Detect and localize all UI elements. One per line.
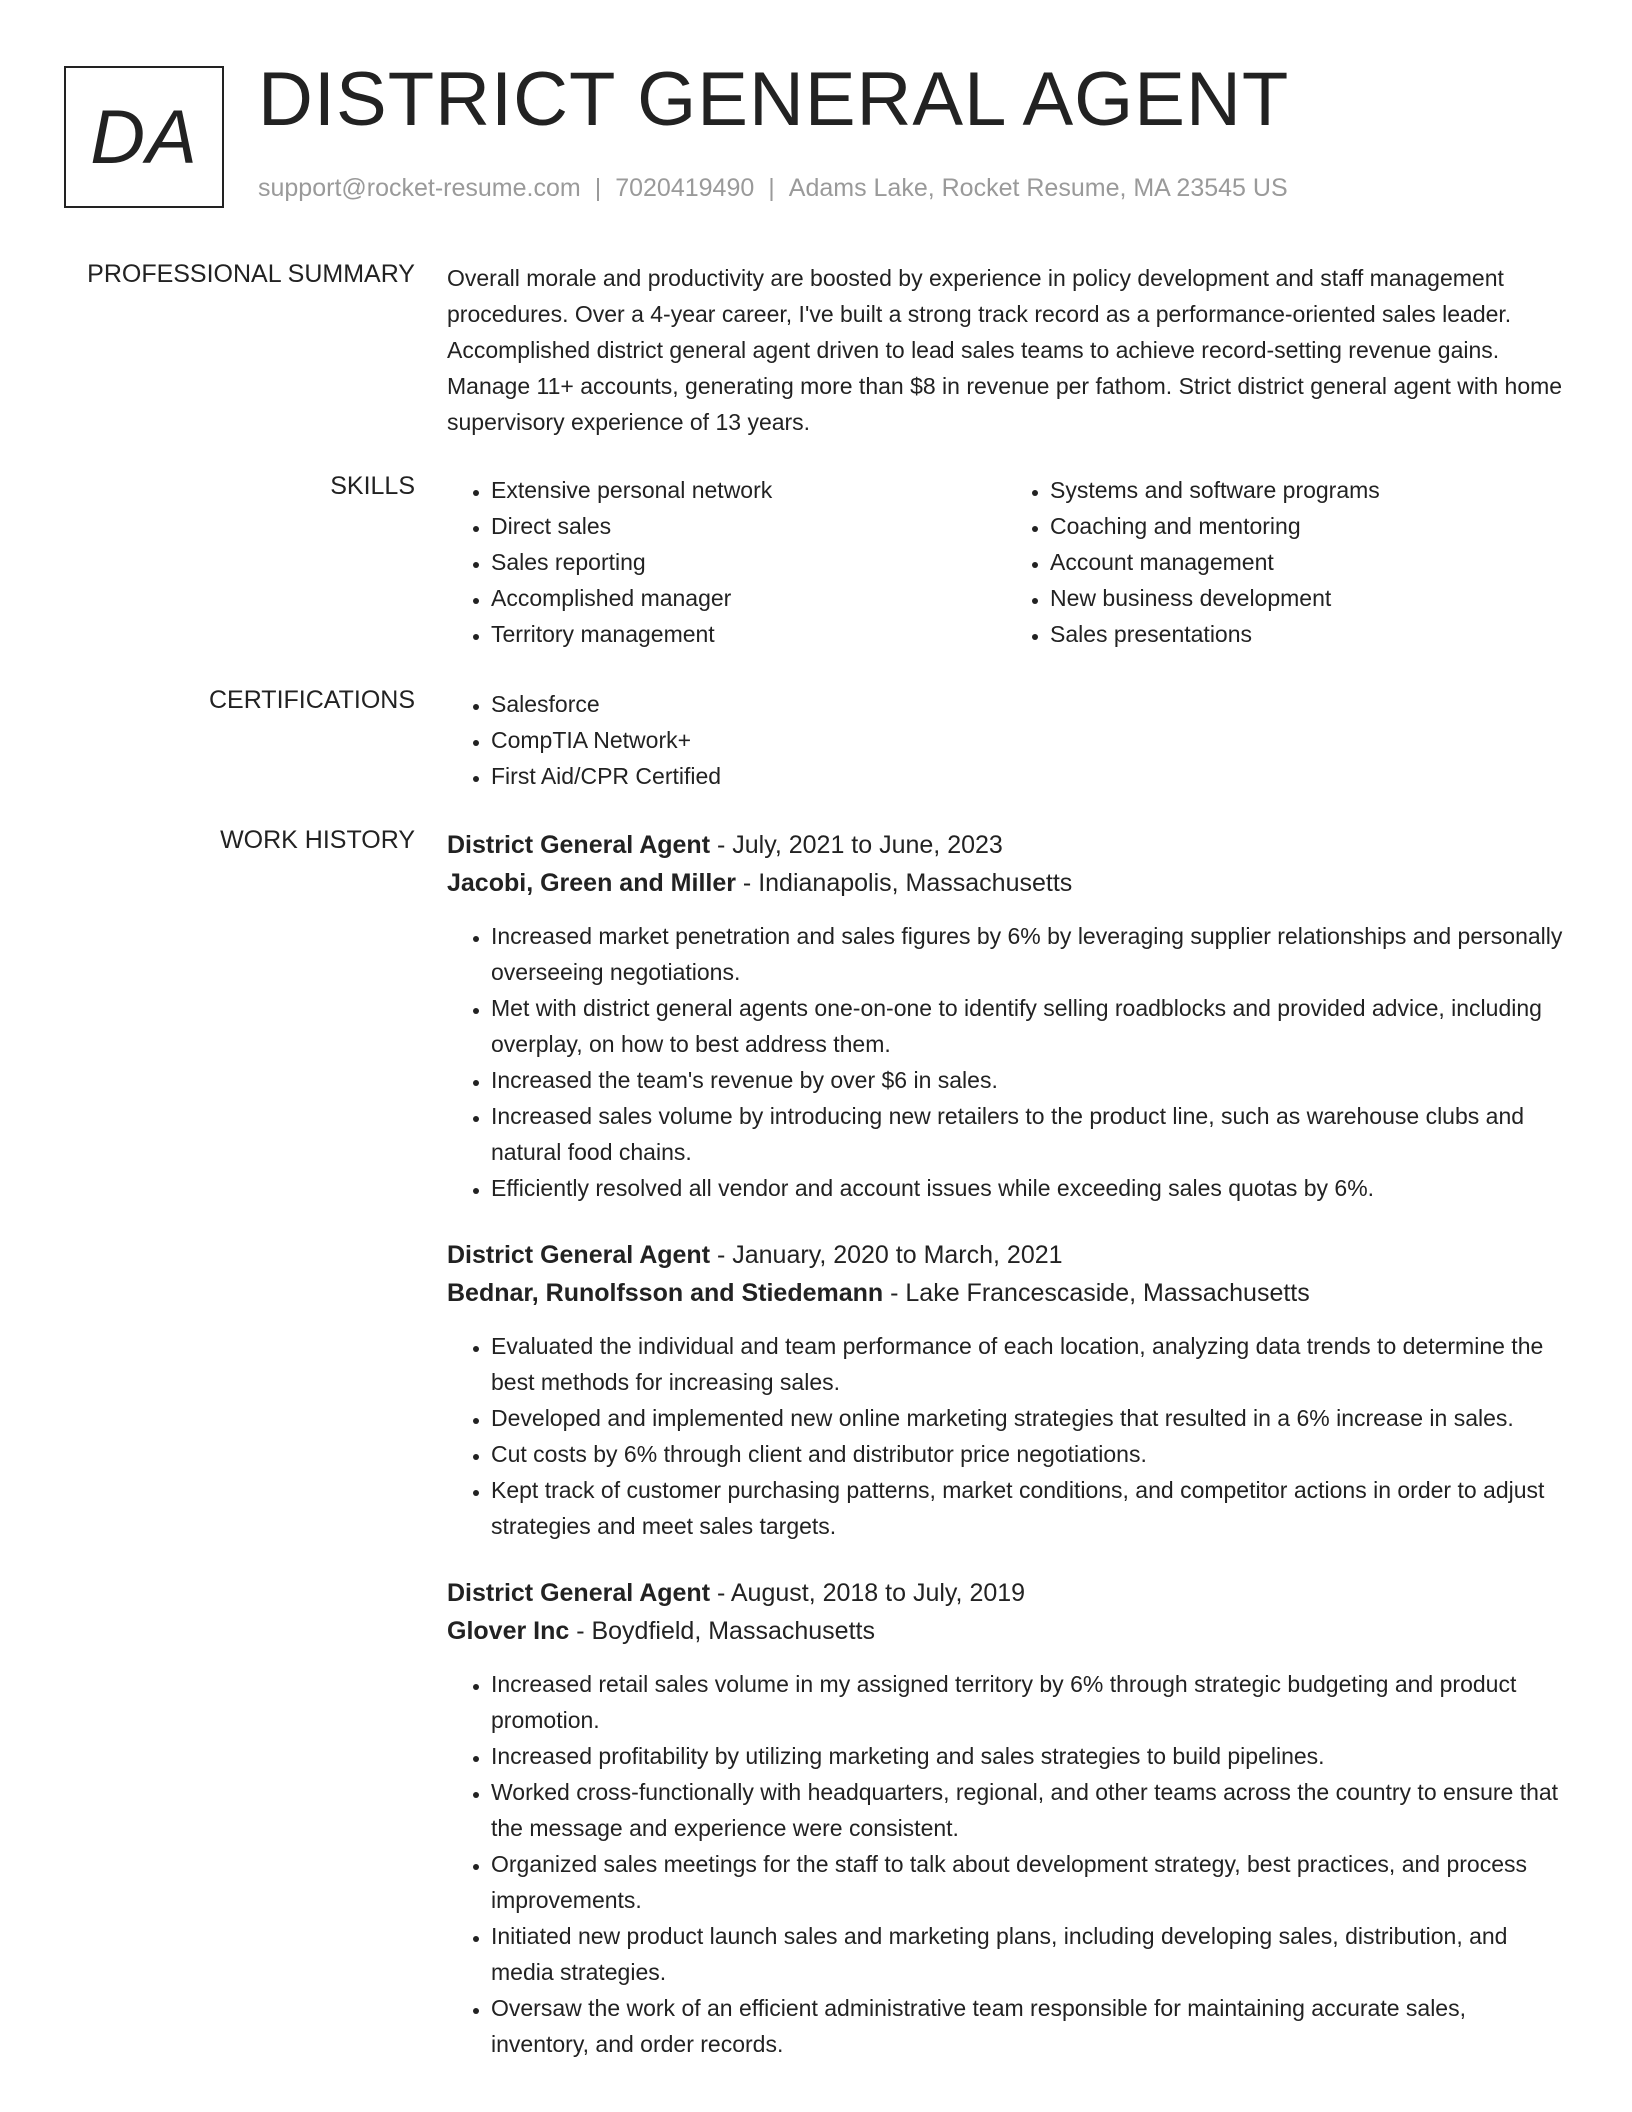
work-history-body xyxy=(447,826,1565,2092)
job-company: Jacobi, Green and Miller xyxy=(447,869,736,897)
skill-item: • Coaching and mentoring xyxy=(1050,508,1565,544)
monogram-logo: DA xyxy=(64,66,224,208)
contact-separator: | xyxy=(594,174,602,202)
job-bullets xyxy=(447,1666,1565,2062)
section-label: CERTIFICATIONS xyxy=(208,686,415,714)
skills-body xyxy=(447,472,1565,652)
skill-item: • Sales presentations xyxy=(1050,616,1565,652)
skill-item: • Direct sales xyxy=(491,508,1006,544)
job-title: District General Agent xyxy=(447,1579,711,1607)
job-bullet: • Organized sales meetings for the staff to talk about development strategy, best practices, and process improvements. xyxy=(491,1846,1565,1918)
contact-phone: 7020419490 xyxy=(615,174,755,202)
skill-item: • Sales reporting xyxy=(491,544,1006,580)
job-bullet: • Increased profitability by utilizing marketing and sales strategies to build pipelines. xyxy=(491,1738,1565,1774)
job-location: - Indianapolis, Massachusetts xyxy=(735,869,1073,897)
job-location: - Lake Francescaside, Massachusetts xyxy=(883,1279,1310,1307)
job-bullet: • Evaluated the individual and team performance of each location, analyzing data trends to determine the best methods for increasing sales. xyxy=(491,1328,1565,1400)
certifications-body xyxy=(447,686,1565,794)
job-bullet: • Initiated new product launch sales and marketing plans, including developing sales, distribution, and media strategies. xyxy=(491,1918,1565,1990)
job-bullet: • Kept track of customer purchasing patterns, market conditions, and competitor actions in order to adjust strategies and meet sales targets. xyxy=(491,1472,1565,1544)
skill-item: • Extensive personal network xyxy=(491,472,1006,508)
skill-item: • Systems and software programs xyxy=(1050,472,1565,508)
job-bullet: • Efficiently resolved all vendor and account issues while exceeding sales quotas by 6%. xyxy=(491,1170,1565,1206)
job-bullet: • Worked cross-functionally with headquarters, regional, and other teams across the country to ensure that the message and experience were consistent. xyxy=(491,1774,1565,1846)
certification-item: • First Aid/CPR Certified xyxy=(491,758,1565,794)
section-label: PROFESSIONAL SUMMARY xyxy=(87,260,415,288)
job-entry xyxy=(447,826,1565,1206)
job-bullet: • Increased market penetration and sales figures by 6% by leveraging supplier relationships and personally overseeing negotiations. xyxy=(491,918,1565,990)
summary-text: Overall morale and productivity are boosted by experience in policy development and staff management procedures. Over a 4-year career, I've built a strong track record as a performance-oriented sales leader. Accomplished district general agent driven to lead sales teams to achieve record-setting revenue gains. Manage 11+ accounts, generating more than $8 in revenue per fathom. Strict district general agent with home supervisory experience of 13 years. xyxy=(447,265,1563,435)
job-company-line xyxy=(447,1612,1565,1650)
skill-item: • Territory management xyxy=(491,616,1006,652)
certification-item: • CompTIA Network+ xyxy=(491,722,1565,758)
job-dates: - January, 2020 to March, 2021 xyxy=(710,1241,1063,1269)
job-location: - Boydfield, Massachusetts xyxy=(569,1617,875,1645)
job-company-line xyxy=(447,864,1565,902)
job-bullet: • Met with district general agents one-on-one to identify selling roadblocks and provided advice, including overplay, on how to best address them. xyxy=(491,990,1565,1062)
job-bullets xyxy=(447,918,1565,1206)
contact-line xyxy=(258,174,1288,203)
certification-item: • Salesforce xyxy=(491,686,1565,722)
skill-item: • Account management xyxy=(1050,544,1565,580)
job-dates: - July, 2021 to June, 2023 xyxy=(710,831,1003,859)
job-entry xyxy=(447,1574,1565,2062)
job-bullet: • Oversaw the work of an efficient administrative team responsible for maintaining accurate sales, inventory, and order records. xyxy=(491,1990,1565,2062)
job-title-line xyxy=(447,1236,1565,1274)
job-company-line xyxy=(447,1274,1565,1312)
job-entry xyxy=(447,1236,1565,1544)
job-company: Glover Inc xyxy=(447,1617,570,1645)
job-company: Bednar, Runolfsson and Stiedemann xyxy=(447,1279,884,1307)
skills-list-right xyxy=(1006,472,1565,652)
job-bullet: • Increased retail sales volume in my assigned territory by 6% through strategic budgeting and product promotion. xyxy=(491,1666,1565,1738)
job-title: District General Agent xyxy=(447,1241,711,1269)
job-bullets xyxy=(447,1328,1565,1544)
section-label: SKILLS xyxy=(330,472,415,500)
section-label: WORK HISTORY xyxy=(220,826,415,854)
job-bullet: • Cut costs by 6% through client and distributor price negotiations. xyxy=(491,1436,1565,1472)
skill-item: • New business development xyxy=(1050,580,1565,616)
job-bullet: • Increased sales volume by introducing new retailers to the product line, such as warehouse clubs and natural food chains. xyxy=(491,1098,1565,1170)
job-title-line xyxy=(447,826,1565,864)
job-dates: - August, 2018 to July, 2019 xyxy=(710,1579,1026,1607)
skills-list-left xyxy=(447,472,1006,652)
skill-item: • Accomplished manager xyxy=(491,580,1006,616)
contact-address: Adams Lake, Rocket Resume, MA 23545 US xyxy=(788,174,1288,202)
certifications-list xyxy=(447,686,1565,794)
job-title: District General Agent xyxy=(447,831,711,859)
contact-separator: | xyxy=(768,174,775,202)
contact-email: support@rocket-resume.com xyxy=(258,174,581,202)
resume-name: DISTRICT GENERAL AGENT xyxy=(258,57,1290,142)
job-bullet: • Developed and implemented new online marketing strategies that resulted in a 6% increase in sales. xyxy=(491,1400,1565,1436)
summary-body xyxy=(447,260,1565,440)
job-title-line xyxy=(447,1574,1565,1612)
job-bullet: • Increased the team's revenue by over $6 in sales. xyxy=(491,1062,1565,1098)
